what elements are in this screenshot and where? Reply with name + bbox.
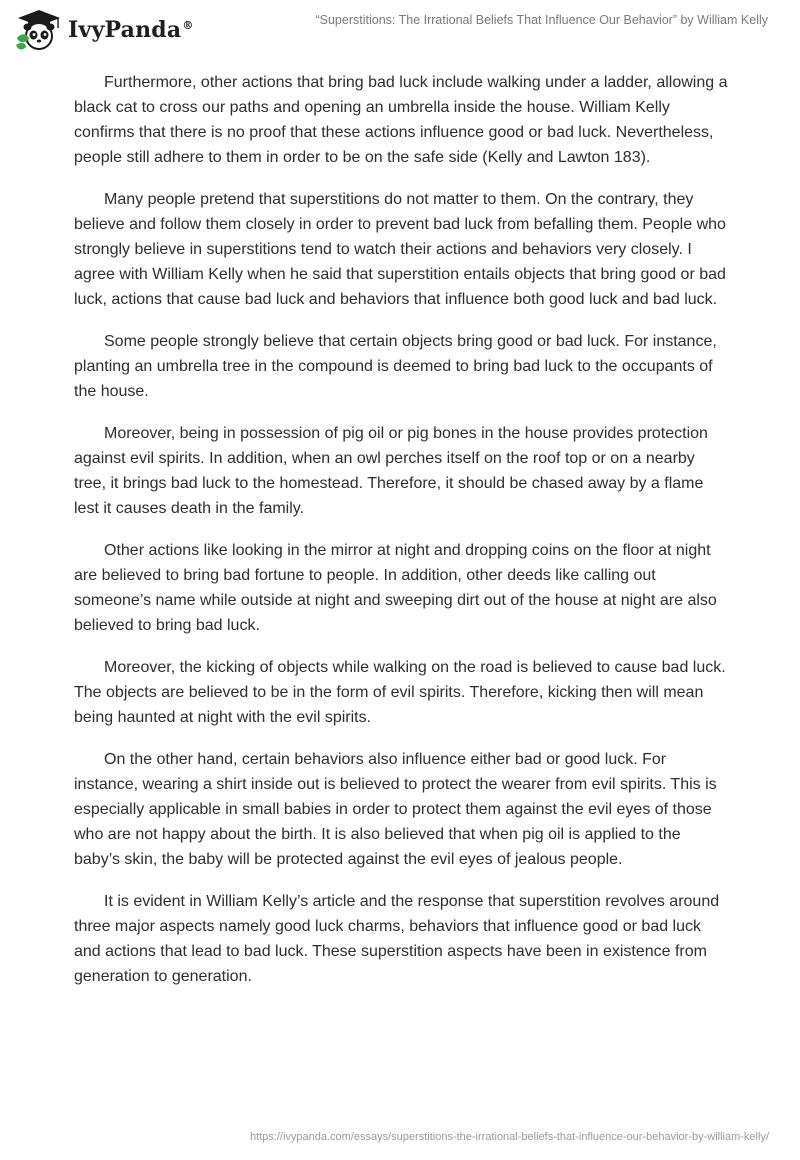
- paragraph: Moreover, the kicking of objects while walking on the road is believed to cause bad luck. The objects are believed to be in the form of evil spirits. Therefore, kicking then will mean being haunted at night with the evil spirits.: [74, 659, 726, 726]
- registered-mark: ®: [182, 18, 194, 32]
- page-header: [0, 0, 800, 60]
- document-title: “Superstitions: The Irrational Beliefs That Influence Our Behavior” by William Kelly: [315, 13, 768, 27]
- essay-body: [74, 70, 728, 1006]
- paragraph: Some people strongly believe that certain objects bring good or bad luck. For instance, planting an umbrella tree in the compound is deemed to bring bad luck to the occupants of the house.: [74, 333, 717, 400]
- source-url-link[interactable]: https://ivypanda.com/essays/superstitions-the-irrational-beliefs-that-influence-our-behavior-by-william-kelly/: [249, 1131, 769, 1143]
- paragraph: Many people pretend that superstitions do not matter to them. On the contrary, they believe and follow them closely in order to prevent bad luck from befalling them. People who strongly believe in superstitions tend to watch their actions and behaviors very closely. I agree with William Kelly when he said that superstition entails objects that bring good or bad luck, actions that cause bad luck and behaviors that influence both good luck and bad luck.: [74, 191, 726, 308]
- ivypanda-logo[interactable]: [14, 8, 194, 52]
- paragraph: Furthermore, other actions that bring bad luck include walking under a ladder, allowing a black cat to cross our paths and opening an umbrella inside the house. William Kelly confirms that there is no proof that these actions influence good or bad luck. Nevertheless, people still adhere to them in order to be on the safe side (Kelly and Lawton 183).: [74, 74, 728, 166]
- brand-name: IvyPanda®: [68, 17, 194, 43]
- panda-graduate-icon: [14, 8, 64, 52]
- paragraph: Moreover, being in possession of pig oil or pig bones in the house provides protection against evil spirits. In addition, when an owl perches itself on the roof top or on a nearby tree, it brings bad luck to the homestead. Therefore, it should be chased away by a flame lest it causes death in the family.: [74, 425, 708, 517]
- paragraph: It is evident in William Kelly’s article and the response that superstition revolves around three major aspects namely good luck charms, behaviors that influence good or bad luck and actions that lead to bad luck. These superstition aspects have been in existence from generation to generation.: [74, 893, 720, 985]
- paragraph: On the other hand, certain behaviors also influence either bad or good luck. For instance, wearing a shirt inside out is believed to protect the wearer from evil spirits. This is especially applicable in small babies in order to protect them against the evil eyes of those who are not happy about the birth. It is also believed that when pig oil is applied to the baby’s skin, the baby will be protected against the evil eyes of jealous people.: [74, 751, 717, 868]
- paragraph: Other actions like looking in the mirror at night and dropping coins on the floor at night are believed to bring bad fortune to people. In addition, other deeds like calling out someone’s name while outside at night and sweeping dirt out of the house at night are also believed to bring bad luck.: [74, 542, 717, 634]
